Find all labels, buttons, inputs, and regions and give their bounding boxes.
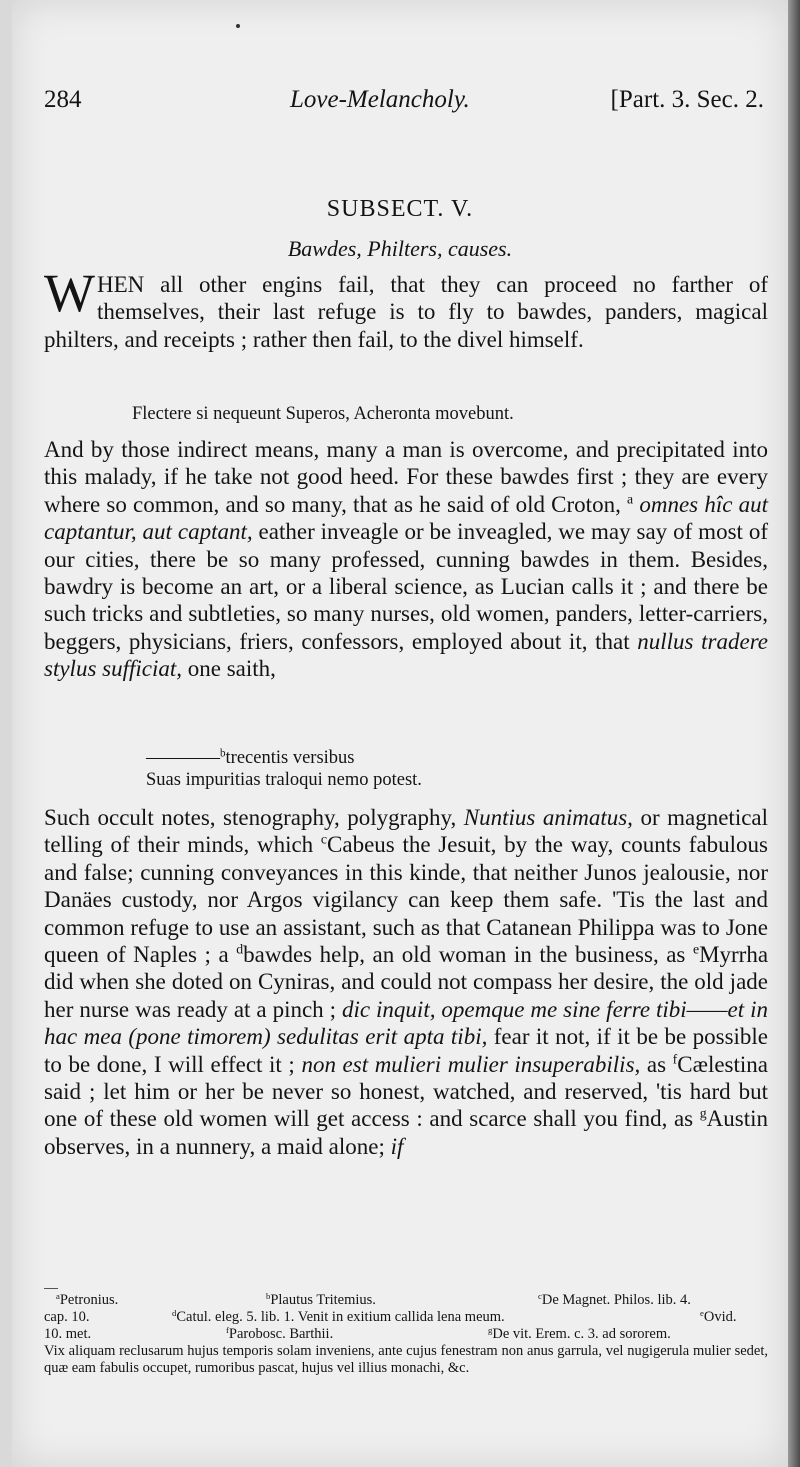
verse-quote-2-line-1 bbox=[146, 748, 355, 769]
footnote-ref-b: b bbox=[220, 747, 226, 760]
footnote-b: $^b$Plautus Tritemius. bbox=[266, 1290, 376, 1308]
footnote-row-3 bbox=[44, 1324, 768, 1343]
footnote-ref-d: d bbox=[236, 941, 244, 957]
p3-text-5: Myrrha did when she doted on Cyniras, and could not compass her desire, the old jade her nurse was ready at a pinch ; bbox=[44, 942, 769, 1022]
page-number: 284 bbox=[44, 86, 82, 113]
p3-text-1: Such occult notes, stenography, polygraphy, bbox=[44, 805, 457, 830]
p3-text-2: or magnetical telling of their minds, which bbox=[44, 805, 769, 858]
footnote-e: $^e$Ovid. bbox=[700, 1307, 737, 1325]
p3-text-4: bawdes help, an old woman in the business, as bbox=[243, 942, 686, 968]
running-title: Love-Melancholy. bbox=[290, 86, 470, 113]
p2-text-3: one saith, bbox=[187, 656, 276, 682]
footnote-ref-a: a bbox=[627, 491, 634, 507]
footnote-g-text: Vix aliquam reclusarum hujus temporis solam inveniens, ante cujus fenestram non anus garrula, vel nugigerula mulier sedet, quæ eam fabulis occupet, rumoribus pascat, hujus vel illius monachi, &c. bbox=[44, 1343, 768, 1376]
p3-italic-1: Nuntius animatus, bbox=[463, 805, 633, 830]
footnote-ref-c: c bbox=[320, 832, 328, 848]
footnote-c: $^c$De Magnet. Philos. lib. 4. bbox=[538, 1290, 691, 1308]
verse-line-1: trecentis versibus bbox=[225, 748, 355, 768]
subsection-heading: SUBSECT. V. bbox=[326, 196, 474, 222]
subsection-subtitle: Bawdes, Philters, causes. bbox=[287, 236, 513, 261]
running-header bbox=[44, 86, 764, 120]
p3-text-6: fear it not, if it be be possible to be done, I will effect it ; bbox=[44, 1024, 769, 1077]
paragraph-1-text: HEN all other engins fail, that they can proceed no farther of themselves, their last refuge is to fly to bawdes, panders, magical philters, and receipts ; rather then fail, to the divel himself. bbox=[44, 272, 768, 352]
p2-text-1: And by those indirect means, many a man is overcome, and precipitated into this malady, if he take not good heed. For these bawdes first ; they are every where so common, and so many, that as he said of old Croton, bbox=[44, 437, 768, 517]
p3-italic-3: non est mulieri mulier insuperabilis, bbox=[301, 1051, 641, 1077]
book-spine-edge bbox=[788, 0, 800, 1467]
footnote-rule bbox=[44, 1288, 58, 1289]
p3-text-9: Austin observes, in a nunnery, a maid alone; bbox=[44, 1106, 769, 1159]
p3-text-3: Cabeus the Jesuit, by the way, counts fabulous and false; cunning conveyances in this kinde, that neither Junos jealousie, nor Danäes custody, nor Argos vigilancy can keep them safe. 'Tis the last and common refuge to use an assistant, such as that Catanean Philippa was to Jone queen of Naples ; a bbox=[44, 832, 768, 968]
p2-italic-1: omnes hîc aut captantur, aut captant, bbox=[44, 491, 769, 545]
p3-italic-4: if bbox=[390, 1133, 404, 1159]
part-section-label: [Part. 3. Sec. 2. bbox=[610, 86, 764, 113]
book-page bbox=[12, 0, 788, 1467]
footnotes bbox=[44, 1290, 768, 1377]
p2-italic-2: nullus tradere stylus sufficiat, bbox=[44, 628, 769, 682]
footnote-row-2 bbox=[44, 1307, 768, 1326]
footnote-d: $^d$Catul. eleg. 5. lib. 1. Venit in exitium callida lena meum. bbox=[172, 1307, 505, 1325]
verse-dash: ———— bbox=[146, 748, 220, 768]
paragraph-1 bbox=[44, 263, 768, 353]
paragraph-3 bbox=[44, 804, 768, 1160]
p3-text-8: Cælestina said ; let him or her be never so honest, watched, and reserved, 'tis hard but one of these old women will get access : and scarce shall you find, as bbox=[44, 1051, 769, 1132]
footnote-f: $^f$Parobosc. Barthii. bbox=[226, 1324, 334, 1342]
footnote-g: $^g$De vit. Erem. c. 3. ad sororem. bbox=[488, 1324, 671, 1342]
drop-cap: W bbox=[44, 263, 95, 323]
ink-speck bbox=[236, 24, 240, 28]
p2-text-2: eather inveagle or be inveagled, we may say of most of our cities, there be so many professed, cunning bawdes in them. Besides, bawdry is become an art, or a liberal science, as Lucian calls it ; and there be such tricks and subtleties, so many nurses, old women, panders, letter-carriers, beggers, physicians, friers, confessors, employed about it, that bbox=[44, 519, 768, 654]
p3-text-7: as bbox=[646, 1051, 667, 1077]
footnote-ref-g: g bbox=[699, 1106, 707, 1122]
p3-italic-2: dic inquit, opemque me sine ferre tibi——et in hac mea (pone timorem) sedulitas erit apta tibi, bbox=[44, 996, 768, 1050]
footnote-row-1 bbox=[56, 1292, 768, 1309]
verse-quote-1: Flectere si nequeunt Superos, Acheronta movebunt. bbox=[132, 404, 514, 424]
footnote-ref-e: e bbox=[692, 941, 700, 957]
footnote-c-continued: cap. 10. bbox=[44, 1309, 90, 1325]
footnote-e-continued: 10. met. bbox=[44, 1326, 92, 1342]
footnote-ref-f: f bbox=[672, 1051, 678, 1067]
paragraph-2 bbox=[44, 436, 768, 683]
footnote-a: $^a$Petronius. bbox=[56, 1290, 119, 1308]
verse-quote-2-line-2: Suas impuritias traloqui nemo potest. bbox=[146, 770, 422, 790]
